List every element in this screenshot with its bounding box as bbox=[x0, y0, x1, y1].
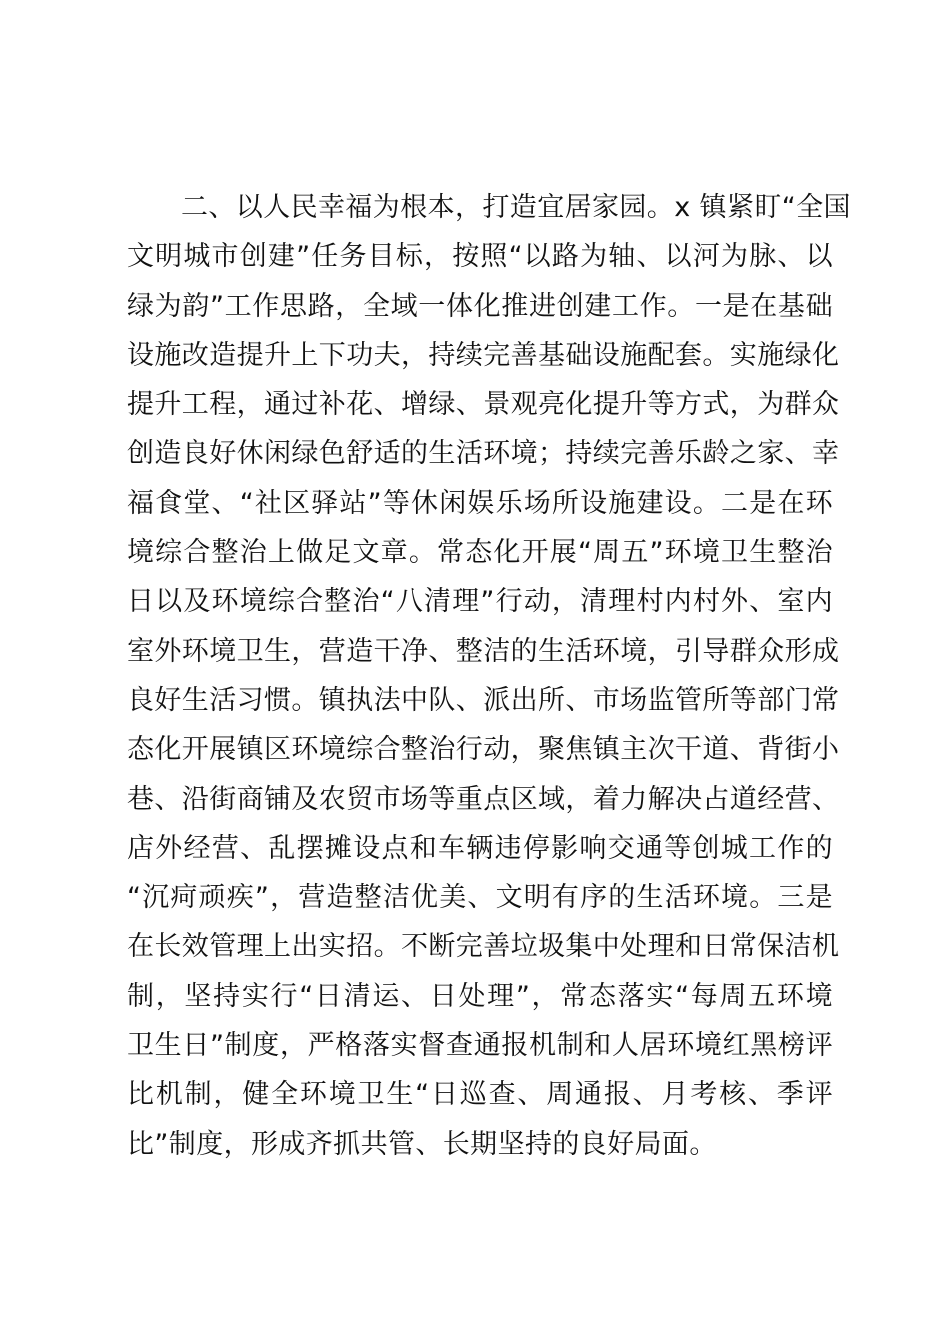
body-paragraph bbox=[127, 183, 851, 1169]
paragraph-line-7: 福食堂、“社区驿站”等休闲娱乐场所设施建设。二是在环 bbox=[127, 487, 833, 519]
paragraph-line-11: 良好生活习惯。镇执法中队、派出所、市场监管所等部门常 bbox=[127, 684, 840, 716]
paragraph-line-6: 创造良好休闲绿色舒适的生活环境；持续完善乐龄之家、幸 bbox=[127, 438, 840, 470]
paragraph-line-1: 二、以人民幸福为根本，打造宜居家园。x 镇紧盯“全国 bbox=[181, 192, 851, 223]
paragraph-line-18: 卫生日”制度，严格落实督查通报机制和人居环境红黑榜评 bbox=[127, 1030, 833, 1062]
paragraph-line-5: 提升工程，通过补花、增绿、景观亮化提升等方式，为群众 bbox=[127, 389, 840, 421]
paragraph-line-15: “沉疴顽疾”，营造整洁优美、文明有序的生活环境。三是 bbox=[127, 882, 833, 914]
paragraph-line-3: 绿为韵”工作思路，全域一体化推进创建工作。一是在基础 bbox=[127, 290, 833, 322]
paragraph-line-9: 日以及环境综合整治“八清理”行动，清理村内村外、室内 bbox=[127, 586, 833, 618]
paragraph-line-17: 制，坚持实行“日清运、日处理”，常态落实“每周五环境 bbox=[127, 980, 833, 1012]
paragraph-line-13: 巷、沿街商铺及农贸市场等重点区域，着力解决占道经营、 bbox=[127, 783, 840, 815]
paragraph-line-12: 态化开展镇区环境综合整治行动，聚焦镇主次干道、背街小 bbox=[127, 734, 840, 766]
paragraph-line-16: 在长效管理上出实招。不断完善垃圾集中处理和日常保洁机 bbox=[127, 931, 840, 963]
paragraph-line-19: 比机制，健全环境卫生“日巡查、周通报、月考核、季评 bbox=[127, 1079, 833, 1111]
paragraph-line-14: 店外经营、乱摆摊设点和车辆违停影响交通等创城工作的 bbox=[127, 832, 833, 864]
paragraph-line-20: 比”制度，形成齐抓共管、长期坚持的良好局面。 bbox=[127, 1128, 717, 1160]
paragraph-line-2: 文明城市创建”任务目标，按照“以路为轴、以河为脉、以 bbox=[127, 241, 833, 273]
paragraph-line-8: 境综合整治上做足文章。常态化开展“周五”环境卫生整治 bbox=[127, 537, 833, 569]
paragraph-line-4: 设施改造提升上下功夫，持续完善基础设施配套。实施绿化 bbox=[127, 339, 840, 371]
paragraph-line-10: 室外环境卫生，营造干净、整洁的生活环境，引导群众形成 bbox=[127, 635, 840, 667]
